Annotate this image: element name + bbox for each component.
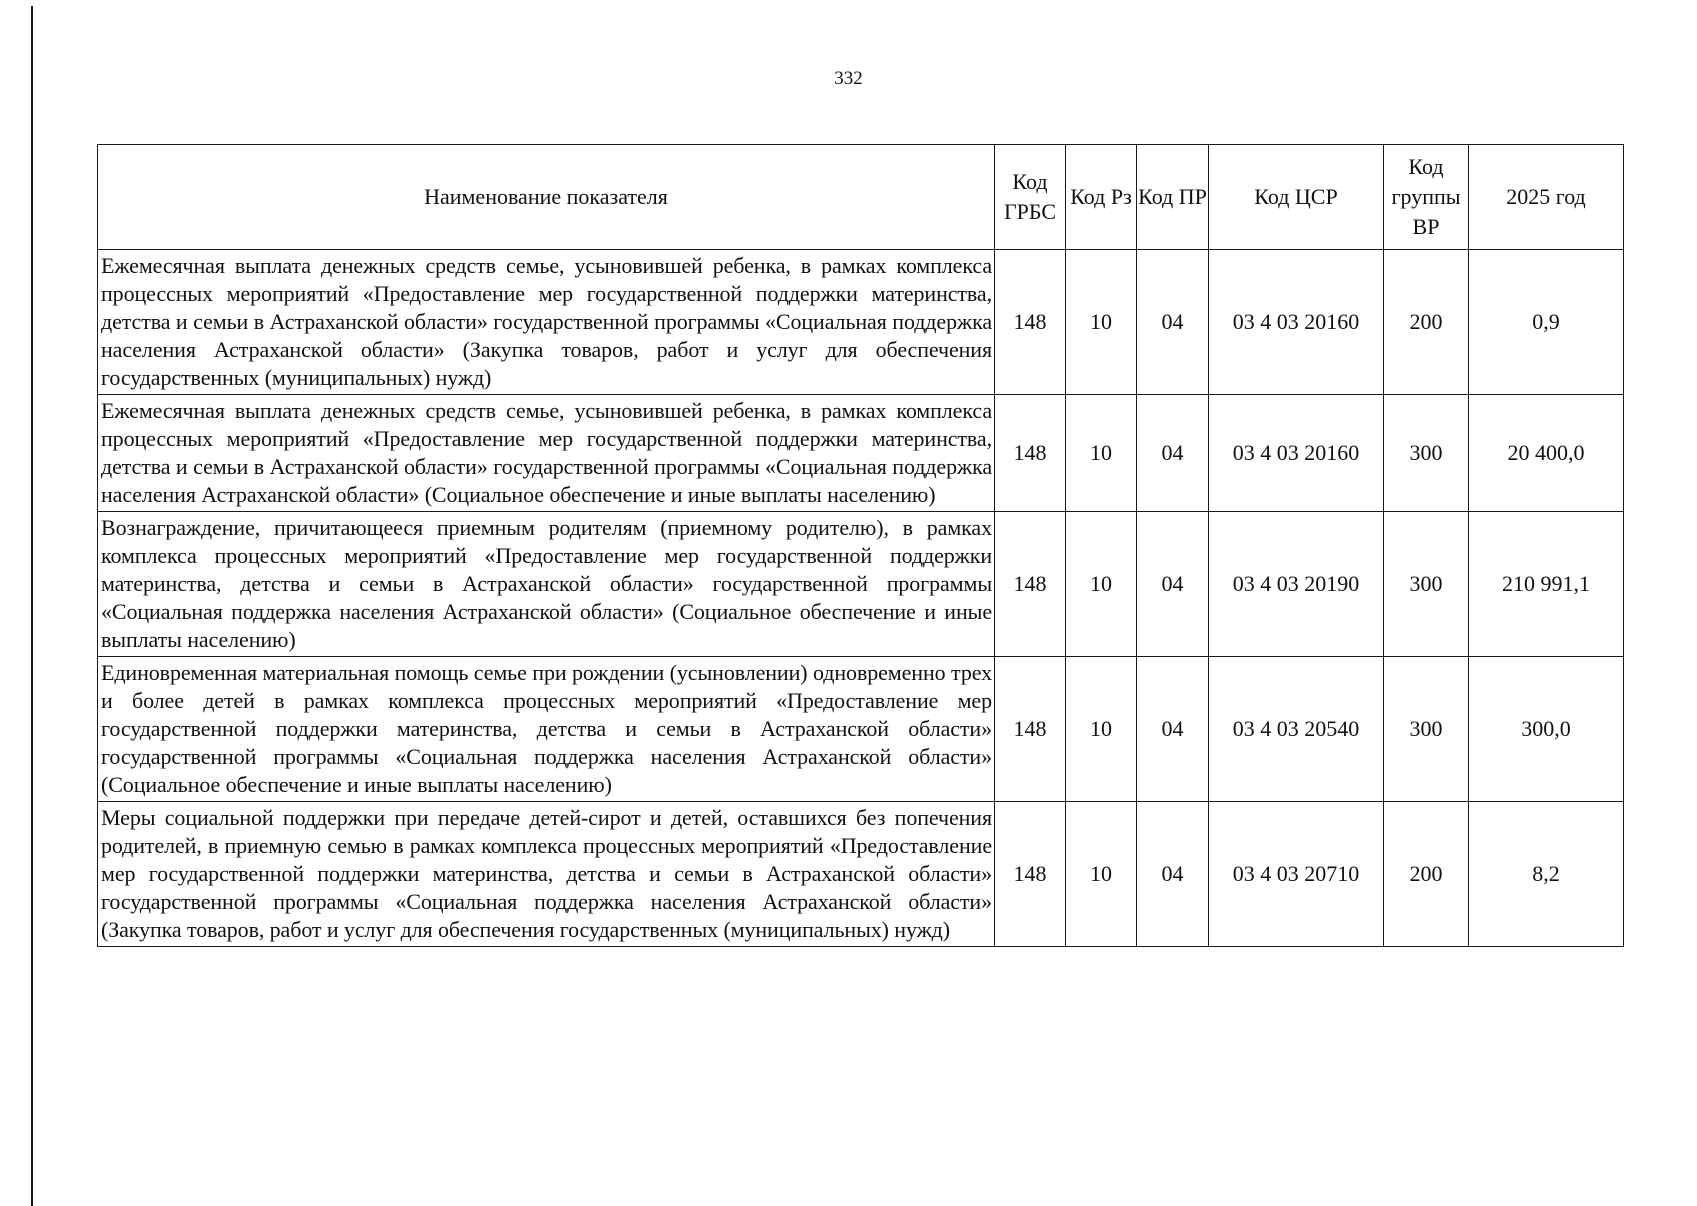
table-row	[98, 250, 1624, 395]
table-row	[98, 512, 1624, 657]
indicator-name-cell: Ежемесячная выплата денежных средств семье, усыновившей ребенка, в рамках комплекса процессных мероприятий «Предоставление мер государственной поддержки материнства, детства и семьи в Астраханской области» государственной программы «Социальная поддержка населения Астраханской области» (Закупка товаров, работ и услуг для обеспечения государственных (муниципальных) нужд)	[98, 250, 995, 395]
grbs-code-cell: 148	[995, 395, 1066, 512]
rz-code-cell: 10	[1066, 512, 1137, 657]
grbs-code-cell: 148	[995, 512, 1066, 657]
grbs-code-cell: 148	[995, 802, 1066, 947]
csr-code-cell: 03 4 03 20190	[1209, 512, 1384, 657]
rz-code-cell: 10	[1066, 802, 1137, 947]
grbs-code-cell: 148	[995, 657, 1066, 802]
csr-code-cell: 03 4 03 20710	[1209, 802, 1384, 947]
vr-code-cell: 200	[1384, 802, 1469, 947]
header-rz-code: Код Рз	[1066, 145, 1137, 250]
header-pr-code: Код ПР	[1137, 145, 1209, 250]
header-csr-code: Код ЦСР	[1209, 145, 1384, 250]
amount-2025-cell: 8,2	[1469, 802, 1624, 947]
csr-code-cell: 03 4 03 20160	[1209, 395, 1384, 512]
csr-code-cell: 03 4 03 20160	[1209, 250, 1384, 395]
pr-code-cell: 04	[1137, 395, 1209, 512]
header-year-2025: 2025 год	[1469, 145, 1624, 250]
amount-2025-cell: 20 400,0	[1469, 395, 1624, 512]
csr-code-cell: 03 4 03 20540	[1209, 657, 1384, 802]
page-number: 332	[834, 68, 863, 89]
indicator-name-cell: Вознаграждение, причитающееся приемным родителям (приемному родителю), в рамках комплекса процессных мероприятий «Предоставление мер государственной поддержки материнства, детства и семьи в Астраханской области» государственной программы «Социальная поддержка населения Астраханской области» (Социальное обеспечение и иные выплаты населению)	[98, 512, 995, 657]
table-row	[98, 802, 1624, 947]
binding-edge-line	[31, 6, 33, 1206]
header-indicator-name: Наименование показателя	[98, 145, 995, 250]
grbs-code-cell: 148	[995, 250, 1066, 395]
vr-code-cell: 300	[1384, 395, 1469, 512]
amount-2025-cell: 300,0	[1469, 657, 1624, 802]
vr-code-cell: 300	[1384, 512, 1469, 657]
pr-code-cell: 04	[1137, 802, 1209, 947]
table-row	[98, 395, 1624, 512]
rz-code-cell: 10	[1066, 657, 1137, 802]
table-row	[98, 657, 1624, 802]
pr-code-cell: 04	[1137, 657, 1209, 802]
pr-code-cell: 04	[1137, 512, 1209, 657]
header-grbs-code: Код ГРБС	[995, 145, 1066, 250]
indicator-name-cell: Меры социальной поддержки при передаче детей-сирот и детей, оставшихся без попечения родителей, в приемную семью в рамках комплекса процессных мероприятий «Предоставление мер государственной поддержки материнства, детства и семьи в Астраханской области» государственной программы «Социальная поддержка населения Астраханской области» (Закупка товаров, работ и услуг для обеспечения государственных (муниципальных) нужд)	[98, 802, 995, 947]
vr-code-cell: 200	[1384, 250, 1469, 395]
header-vr-group-code: Код группы ВР	[1384, 145, 1469, 250]
indicator-name-cell: Ежемесячная выплата денежных средств семье, усыновившей ребенка, в рамках комплекса процессных мероприятий «Предоставление мер государственной поддержки материнства, детства и семьи в Астраханской области» государственной программы «Социальная поддержка населения Астраханской области» (Социальное обеспечение и иные выплаты населению)	[98, 395, 995, 512]
table-header-row	[98, 145, 1624, 250]
rz-code-cell: 10	[1066, 250, 1137, 395]
amount-2025-cell: 0,9	[1469, 250, 1624, 395]
vr-code-cell: 300	[1384, 657, 1469, 802]
pr-code-cell: 04	[1137, 250, 1209, 395]
budget-allocation-table	[97, 144, 1624, 947]
indicator-name-cell: Единовременная материальная помощь семье при рождении (усыновлении) одновременно трех и более детей в рамках комплекса процессных мероприятий «Предоставление мер государственной поддержки материнства, детства и семьи в Астраханской области» государственной программы «Социальная поддержка населения Астраханской области» (Социальное обеспечение и иные выплаты населению)	[98, 657, 995, 802]
amount-2025-cell: 210 991,1	[1469, 512, 1624, 657]
rz-code-cell: 10	[1066, 395, 1137, 512]
